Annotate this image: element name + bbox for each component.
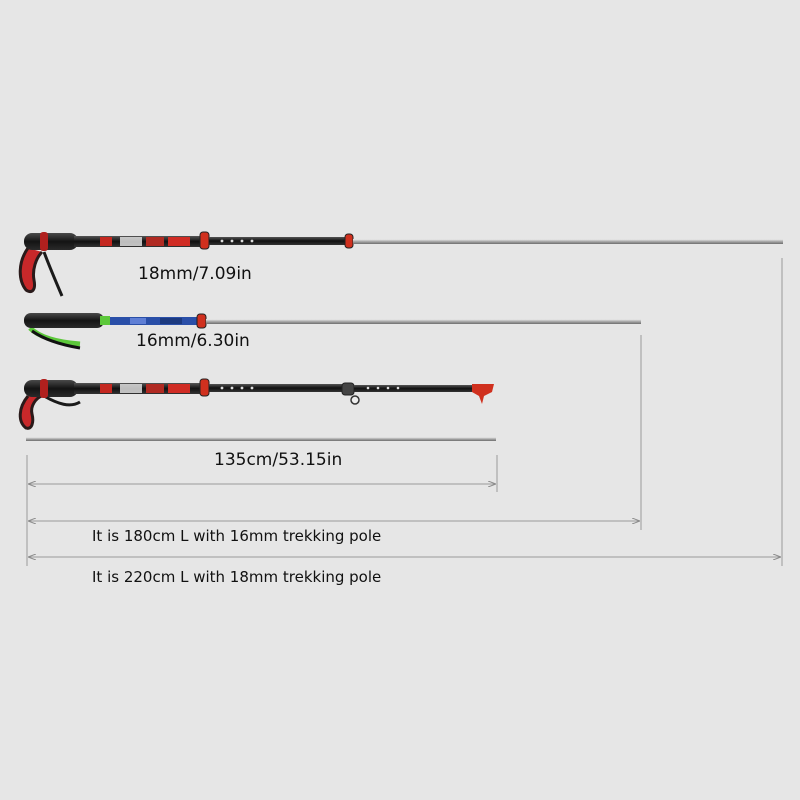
lock-clamp-icon xyxy=(345,234,353,248)
pole-18mm xyxy=(20,232,783,296)
grip-icon xyxy=(24,313,104,328)
lock-clamp-icon xyxy=(197,314,206,328)
label-16mm: 16mm/6.30in xyxy=(136,331,250,351)
pole-16mm xyxy=(24,313,641,348)
lock-clamp-icon xyxy=(342,383,354,395)
dimension-220 xyxy=(27,258,782,566)
wrist-strap-icon xyxy=(20,248,42,292)
label-18mm: 18mm/7.09in xyxy=(138,264,252,284)
label-length-18mm: It is 220cm L with 18mm trekking pole xyxy=(92,568,382,586)
label-folded-length: 135cm/53.15in xyxy=(214,450,343,470)
grip-icon xyxy=(24,380,78,397)
lock-clamp-icon xyxy=(200,232,209,249)
label-length-16mm: It is 180cm L with 16mm trekking pole xyxy=(92,527,382,545)
wrist-strap-icon xyxy=(20,396,42,428)
pole-folded xyxy=(20,379,496,441)
tip-icon xyxy=(472,384,494,404)
dimension-180 xyxy=(27,335,641,530)
lock-clamp-icon xyxy=(200,379,209,396)
grip-icon xyxy=(24,233,78,250)
